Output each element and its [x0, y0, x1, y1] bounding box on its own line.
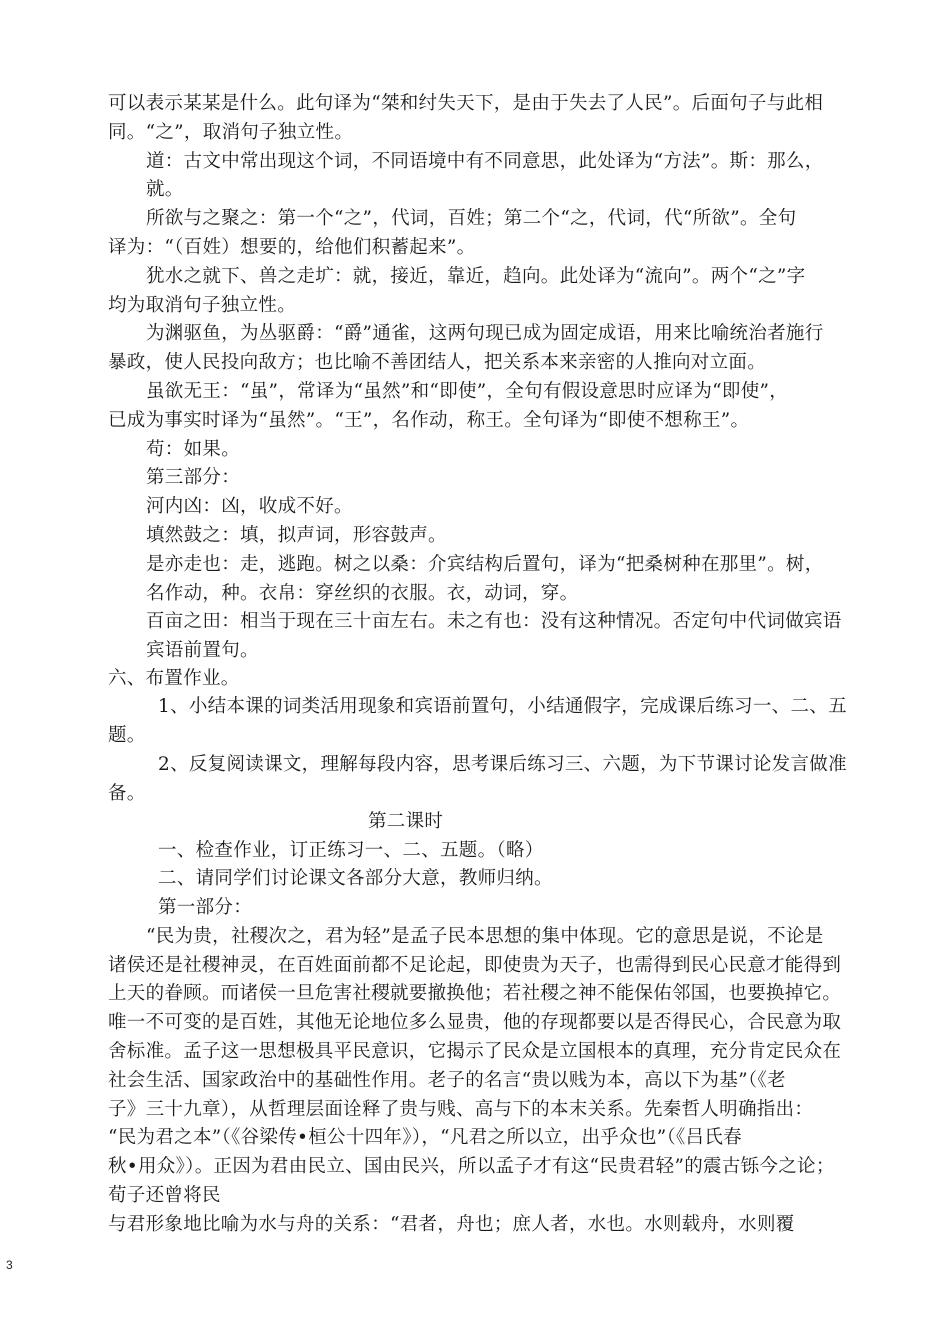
text-line: 与君形象地比喻为水与舟的关系：“君者，舟也；庶人者，水也。水则载舟，水则覆 — [108, 1214, 795, 1235]
text-line: 犹水之就下、兽之走圹：就，接近，靠近，趋向。此处译为“流向”。两个“之”字 — [146, 266, 806, 287]
lesson-title: 第二课时 — [368, 811, 444, 832]
text-line: 第三部分： — [146, 467, 241, 488]
text-line: 舍标准。孟子这一思想极具平民意识，它揭示了民众是立国根本的真理，充分肯定民众在 — [108, 1041, 842, 1062]
text-line: 暴政，使人民投向敌方；也比喻不善团结人，把关系本来亲密的人推向对立面。 — [108, 352, 767, 373]
text-line: 河内凶：凶，收成不好。 — [146, 496, 353, 517]
text-line: 题。 — [108, 725, 146, 746]
text-line: 虽欲无王：“虽”，常译为“虽然”和“即使”，全句有假设意思时应译为“即使”， — [146, 381, 789, 402]
list-item: 1、小结本课的词类活用现象和宾语前置句，小结通假字，完成课后练习一、二、五 — [158, 696, 847, 717]
text-line: 上天的眷顾。而诸侯一旦危害社稷就要撤换他；若社稷之神不能保佑邻国，也要换掉它。 — [108, 983, 842, 1004]
text-line: 子》三十九章），从哲理层面诠释了贵与贱、高与下的本末关系。先秦哲人明确指出： — [108, 1099, 814, 1120]
text-line: 苟：如果。 — [146, 439, 241, 460]
text-line: 百亩之田：相当于现在三十亩左右。未之有也：没有这种情况。否定句中代词做宾语 — [146, 611, 842, 632]
section-heading: 六、布置作业。 — [108, 668, 240, 689]
text-line: 社会生活、国家政治中的基础性作用。老子的名言“贵以贱为本，高以下为基”（《老 — [108, 1070, 786, 1091]
list-item: 2、反复阅读课文，理解每段内容，思考课后练习三、六题，为下节课讨论发言做准 — [158, 754, 847, 775]
text-line: 译为：“（百姓）想要的，给他们积蓄起来”。 — [108, 237, 476, 258]
text-line: 所欲与之聚之：第一个“之”，代词，百姓；第二个“之，代词，代“所欲”。全句 — [146, 208, 797, 229]
text-line: 二、请同学们讨论课文各部分大意，教师归纳。 — [158, 868, 553, 889]
text-line: 填然鼓之：填，拟声词，形容鼓声。 — [146, 525, 447, 546]
text-line: “民为贵，社稷次之，君为轻”是孟子民本思想的集中体现。它的意思是说，不论是 — [146, 926, 824, 947]
text-line: 同。“之”，取消句子独立性。 — [108, 122, 354, 143]
text-line: 已成为事实时译为“虽然”。“王”，名作动，称王。全句译为“即使不想称王”。 — [108, 410, 750, 431]
text-line: 第一部分： — [158, 897, 253, 918]
text-line: 秋•用众》）。正因为君由民立、国由民兴，所以孟子才有这“民贵君轻”的震古铄今之论； — [108, 1156, 835, 1177]
text-line: 宾语前置句。 — [146, 640, 259, 661]
text-line: 可以表示某某是什么。此句译为“桀和纣失天下，是由于失去了人民”。后面句子与此相 — [108, 93, 824, 114]
text-line: 诸侯还是社稷神灵，在百姓面前都不足论起，即使贵为天子，也需得到民心民意才能得到 — [108, 955, 842, 976]
text-line: 荀子还曾将民 — [108, 1185, 221, 1206]
text-line: 备。 — [108, 783, 146, 804]
text-line: “民为君之本”（《谷梁传•桓公十四年》），“凡君之所以立，出乎众也”（《吕氏春 — [108, 1127, 742, 1148]
text-line: 是亦走也：走，逃跑。树之以桑：介宾结构后置句，译为“把桑树种在那里”。树， — [146, 554, 824, 575]
text-line: 一、检查作业，订正练习一、二、五题。（略） — [158, 840, 544, 861]
text-line: 为渊驱鱼，为丛驱爵：“爵”通雀，这两句现已成为固定成语，用来比喻统治者施行 — [146, 323, 824, 344]
text-line: 唯一不可变的是百姓，其他无论地位多么显贵，他的存现都要以是否得民心，合民意为取 — [108, 1012, 842, 1033]
text-line: 名作动，种。衣帛：穿丝织的衣服。衣，动词，穿。 — [146, 583, 579, 604]
text-line: 道：古文中常出现这个词，不同语境中有不同意思，此处译为“方法”。斯：那么， — [146, 151, 824, 172]
text-line: 均为取消句子独立性。 — [108, 295, 297, 316]
page-number: 3 — [6, 1258, 13, 1272]
text-line: 就。 — [146, 179, 184, 200]
